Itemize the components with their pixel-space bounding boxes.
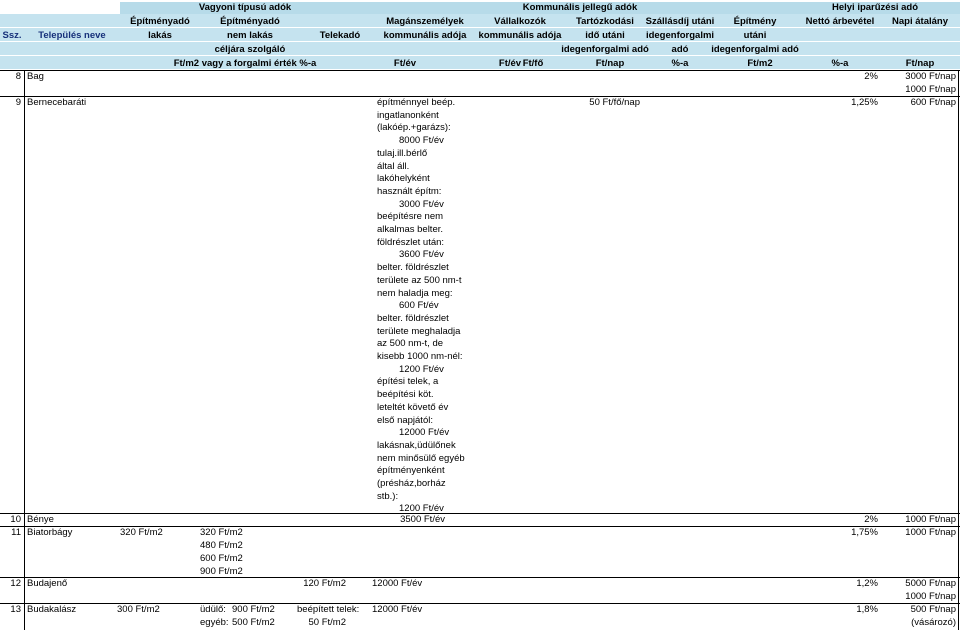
header-netto: Nettó árbevétel	[805, 16, 875, 27]
row13-ssz: 13	[10, 604, 21, 615]
row9-telekado-line: területe az 500 nm-t	[377, 274, 462, 286]
row10-napi: 1000 Ft/nap	[905, 514, 956, 525]
row13-name: Budakalász	[27, 604, 77, 615]
header-epitmeny-1: Építmény	[733, 16, 777, 27]
row9-telekado-line: ingatlanonként	[377, 109, 439, 121]
group-header-kommunalis: Kommunális jellegű adók	[522, 2, 638, 13]
row8-napi-1: 3000 Ft/nap	[905, 71, 956, 82]
row13-ep2b-value: 500 Ft/m2	[232, 617, 275, 628]
row9-telekado-line: területe meghaladja	[377, 325, 461, 337]
row9-telekado-line: 600 Ft/év	[399, 300, 439, 312]
row12-magan: 12000 Ft/év	[372, 578, 423, 589]
row9-telekado-line: alkalmas belter.	[377, 224, 444, 235]
header-epitmenyado-lakas-2: lakás	[148, 30, 172, 41]
row9-napi: 600 Ft/nap	[910, 97, 956, 108]
header-tartozkodasi-1: Tartózkodási	[576, 16, 634, 27]
row8-ssz: 8	[15, 71, 21, 82]
row10-netto: 2%	[864, 514, 878, 525]
header-epitmenyado-lakas-1: Építményadó	[130, 16, 190, 27]
header-epitmenyado-nemlakas-3: céljára szolgáló	[214, 44, 286, 55]
row9-telekado-line: beépítésre nem	[377, 211, 444, 223]
unit-magan: Ft/év	[498, 58, 522, 69]
row9-telekado-line: 8000 Ft/év	[399, 135, 444, 147]
row11-ssz: 11	[11, 527, 21, 538]
unit-telek: Ft/év	[393, 58, 417, 69]
row9-telekado-line: építményenként	[377, 465, 445, 477]
header-tartozkodasi-3: idegenforgalmi adó	[561, 44, 649, 55]
header-maganszemelyek-2: kommunális adója	[383, 30, 467, 41]
row11-ep-nemlakas-3: 600 Ft/m2	[200, 553, 243, 564]
group-header-helyi-ipar: Helyi iparűzési adó	[831, 2, 919, 13]
header-napi: Napi átalány	[892, 16, 948, 27]
row-line-9	[0, 513, 960, 514]
row9-telekado-line: 3000 Ft/év	[399, 198, 444, 210]
row9-telekado-line: belter. földrészlet	[377, 262, 449, 274]
row9-telekado-line: stb.):	[377, 490, 399, 502]
row9-netto: 1,25%	[851, 97, 878, 108]
row-line-8	[0, 96, 960, 97]
row11-ep-nemlakas-1: 320 Ft/m2	[200, 527, 243, 538]
header-maganszemelyek-1: Magánszemélyek	[386, 16, 464, 27]
row8-name: Bag	[27, 71, 44, 82]
row11-ep-nemlakas-2: 480 Ft/m2	[200, 540, 243, 551]
row9-telekado-line: használt építm:	[377, 185, 442, 197]
unit-epit: Ft/m2	[747, 58, 773, 69]
row13-telek-1: beépített telek:	[297, 604, 360, 615]
row10-name: Bénye	[27, 514, 54, 525]
row13-ep2a-value: 900 Ft/m2	[232, 604, 275, 615]
row13-ep2a-label: üdülő:	[200, 604, 226, 615]
col-line-right	[958, 70, 959, 630]
col-line-ssz	[24, 70, 25, 630]
row12-netto: 1,2%	[856, 578, 878, 589]
row12-telek: 120 Ft/m2	[303, 578, 346, 589]
header-szallasdij-2: idegenforgalmi	[645, 30, 715, 41]
group-header-vagyoni: Vagyoni típusú adók	[198, 2, 292, 13]
row13-napi-2: (vásározó)	[911, 617, 956, 628]
row12-name: Budajenő	[27, 578, 68, 589]
row9-telekado-line: (lakóép.+garázs):	[377, 122, 451, 134]
header-bg-3	[0, 42, 960, 55]
row13-netto: 1,8%	[856, 604, 878, 615]
unit-epitmenyado: Ft/m2 vagy a forgalmi érték %-a	[173, 58, 317, 69]
header-ssz: Ssz.	[2, 30, 22, 41]
unit-tart: Ft/nap	[595, 58, 625, 69]
row10-ssz: 10	[10, 514, 21, 525]
row9-telekado-line: építménnyel beép.	[377, 97, 456, 108]
header-vallalkozok-1: Vállalkozók	[494, 16, 546, 27]
row13-napi-1: 500 Ft/nap	[910, 604, 956, 615]
header-szallasdij-3: adó	[671, 44, 689, 55]
row9-telekado-line: beépítési köt.	[377, 389, 434, 401]
row9-telekado-line: 12000 Ft/év	[399, 427, 450, 439]
row9-telekado-line: kisebb 1000 nm-nél:	[377, 351, 463, 362]
row12-napi-2: 1000 Ft/nap	[905, 591, 956, 602]
row9-tartozkodasi: 50 Ft/fő/nap	[589, 97, 640, 108]
row9-telekado-line: 1200 Ft/év	[399, 503, 444, 515]
row12-ssz: 12	[10, 578, 21, 589]
header-tartozkodasi-2: idő utáni	[585, 30, 625, 41]
row11-ep-nemlakas-4: 900 Ft/m2	[200, 566, 243, 577]
row11-napi: 1000 Ft/nap	[905, 527, 956, 538]
row9-telekado-line: lakásnak,üdülőnek	[377, 439, 456, 451]
row11-ep-lakas: 320 Ft/m2	[120, 527, 163, 538]
header-telekado: Telekadó	[319, 30, 361, 41]
header-epitmeny-2: utáni	[743, 30, 767, 41]
unit-szall: %-a	[671, 58, 689, 69]
row13-ep-lakas: 300 Ft/m2	[117, 604, 160, 615]
unit-netto: %-a	[831, 58, 849, 69]
header-epitmenyado-nemlakas-2: nem lakás	[227, 30, 273, 41]
row9-telekado-line: leteltét követő év	[377, 401, 449, 413]
row9-telekado-line: belter. földrészlet	[377, 312, 449, 324]
header-vallalkozok-2: kommunális adója	[478, 30, 562, 41]
row9-telekado-line: az 500 nm-t, de	[377, 338, 444, 350]
row9-telekado-line: első napjától:	[377, 414, 433, 426]
row9-telekado-line: lakóhelyként	[377, 173, 430, 185]
row9-telekado-line: 3600 Ft/év	[399, 249, 444, 261]
row13-magan: 12000 Ft/év	[372, 604, 423, 615]
row9-telekado-line: tulaj.ill.bérlő	[377, 147, 428, 159]
row9-telekado-line: által áll.	[377, 160, 410, 172]
row9-ssz: 9	[15, 97, 21, 108]
row9-telekado-line: nem minősülő egyéb	[377, 452, 465, 464]
row8-netto: 2%	[864, 71, 878, 82]
row9-telekado-line: 1200 Ft/év	[399, 363, 444, 375]
row9-telekado-line: nem haladja meg:	[377, 287, 453, 299]
row-line-11	[0, 577, 960, 578]
unit-napi: Ft/nap	[905, 58, 935, 69]
row9-telekado-line: földrészlet után:	[377, 236, 445, 248]
row12-napi-1: 5000 Ft/nap	[905, 578, 956, 589]
header-epitmeny-3: idegenforgalmi adó	[711, 44, 799, 55]
row8-napi-2: 1000 Ft/nap	[905, 84, 956, 95]
row13-telek-2: 50 Ft/m2	[308, 617, 346, 628]
row13-ep2b-label: egyéb:	[200, 617, 229, 628]
header-epitmenyado-nemlakas-1: Építményadó	[220, 16, 280, 27]
row9-telekado-line: (présház,borház	[377, 478, 446, 489]
header-telepules: Település neve	[38, 30, 106, 41]
row10-magan: 3500 Ft/év	[400, 514, 445, 525]
row9-telekado-line: építési telek, a	[377, 376, 439, 388]
row11-name: Biatorbágy	[27, 527, 73, 538]
header-bottom-line	[0, 70, 960, 71]
header-szallasdij-1: Szállásdíj utáni	[645, 16, 715, 27]
row9-name: Bernecebaráti	[27, 97, 87, 108]
row11-netto: 1,75%	[851, 527, 878, 538]
unit-vall: Ft/fő	[522, 58, 544, 69]
